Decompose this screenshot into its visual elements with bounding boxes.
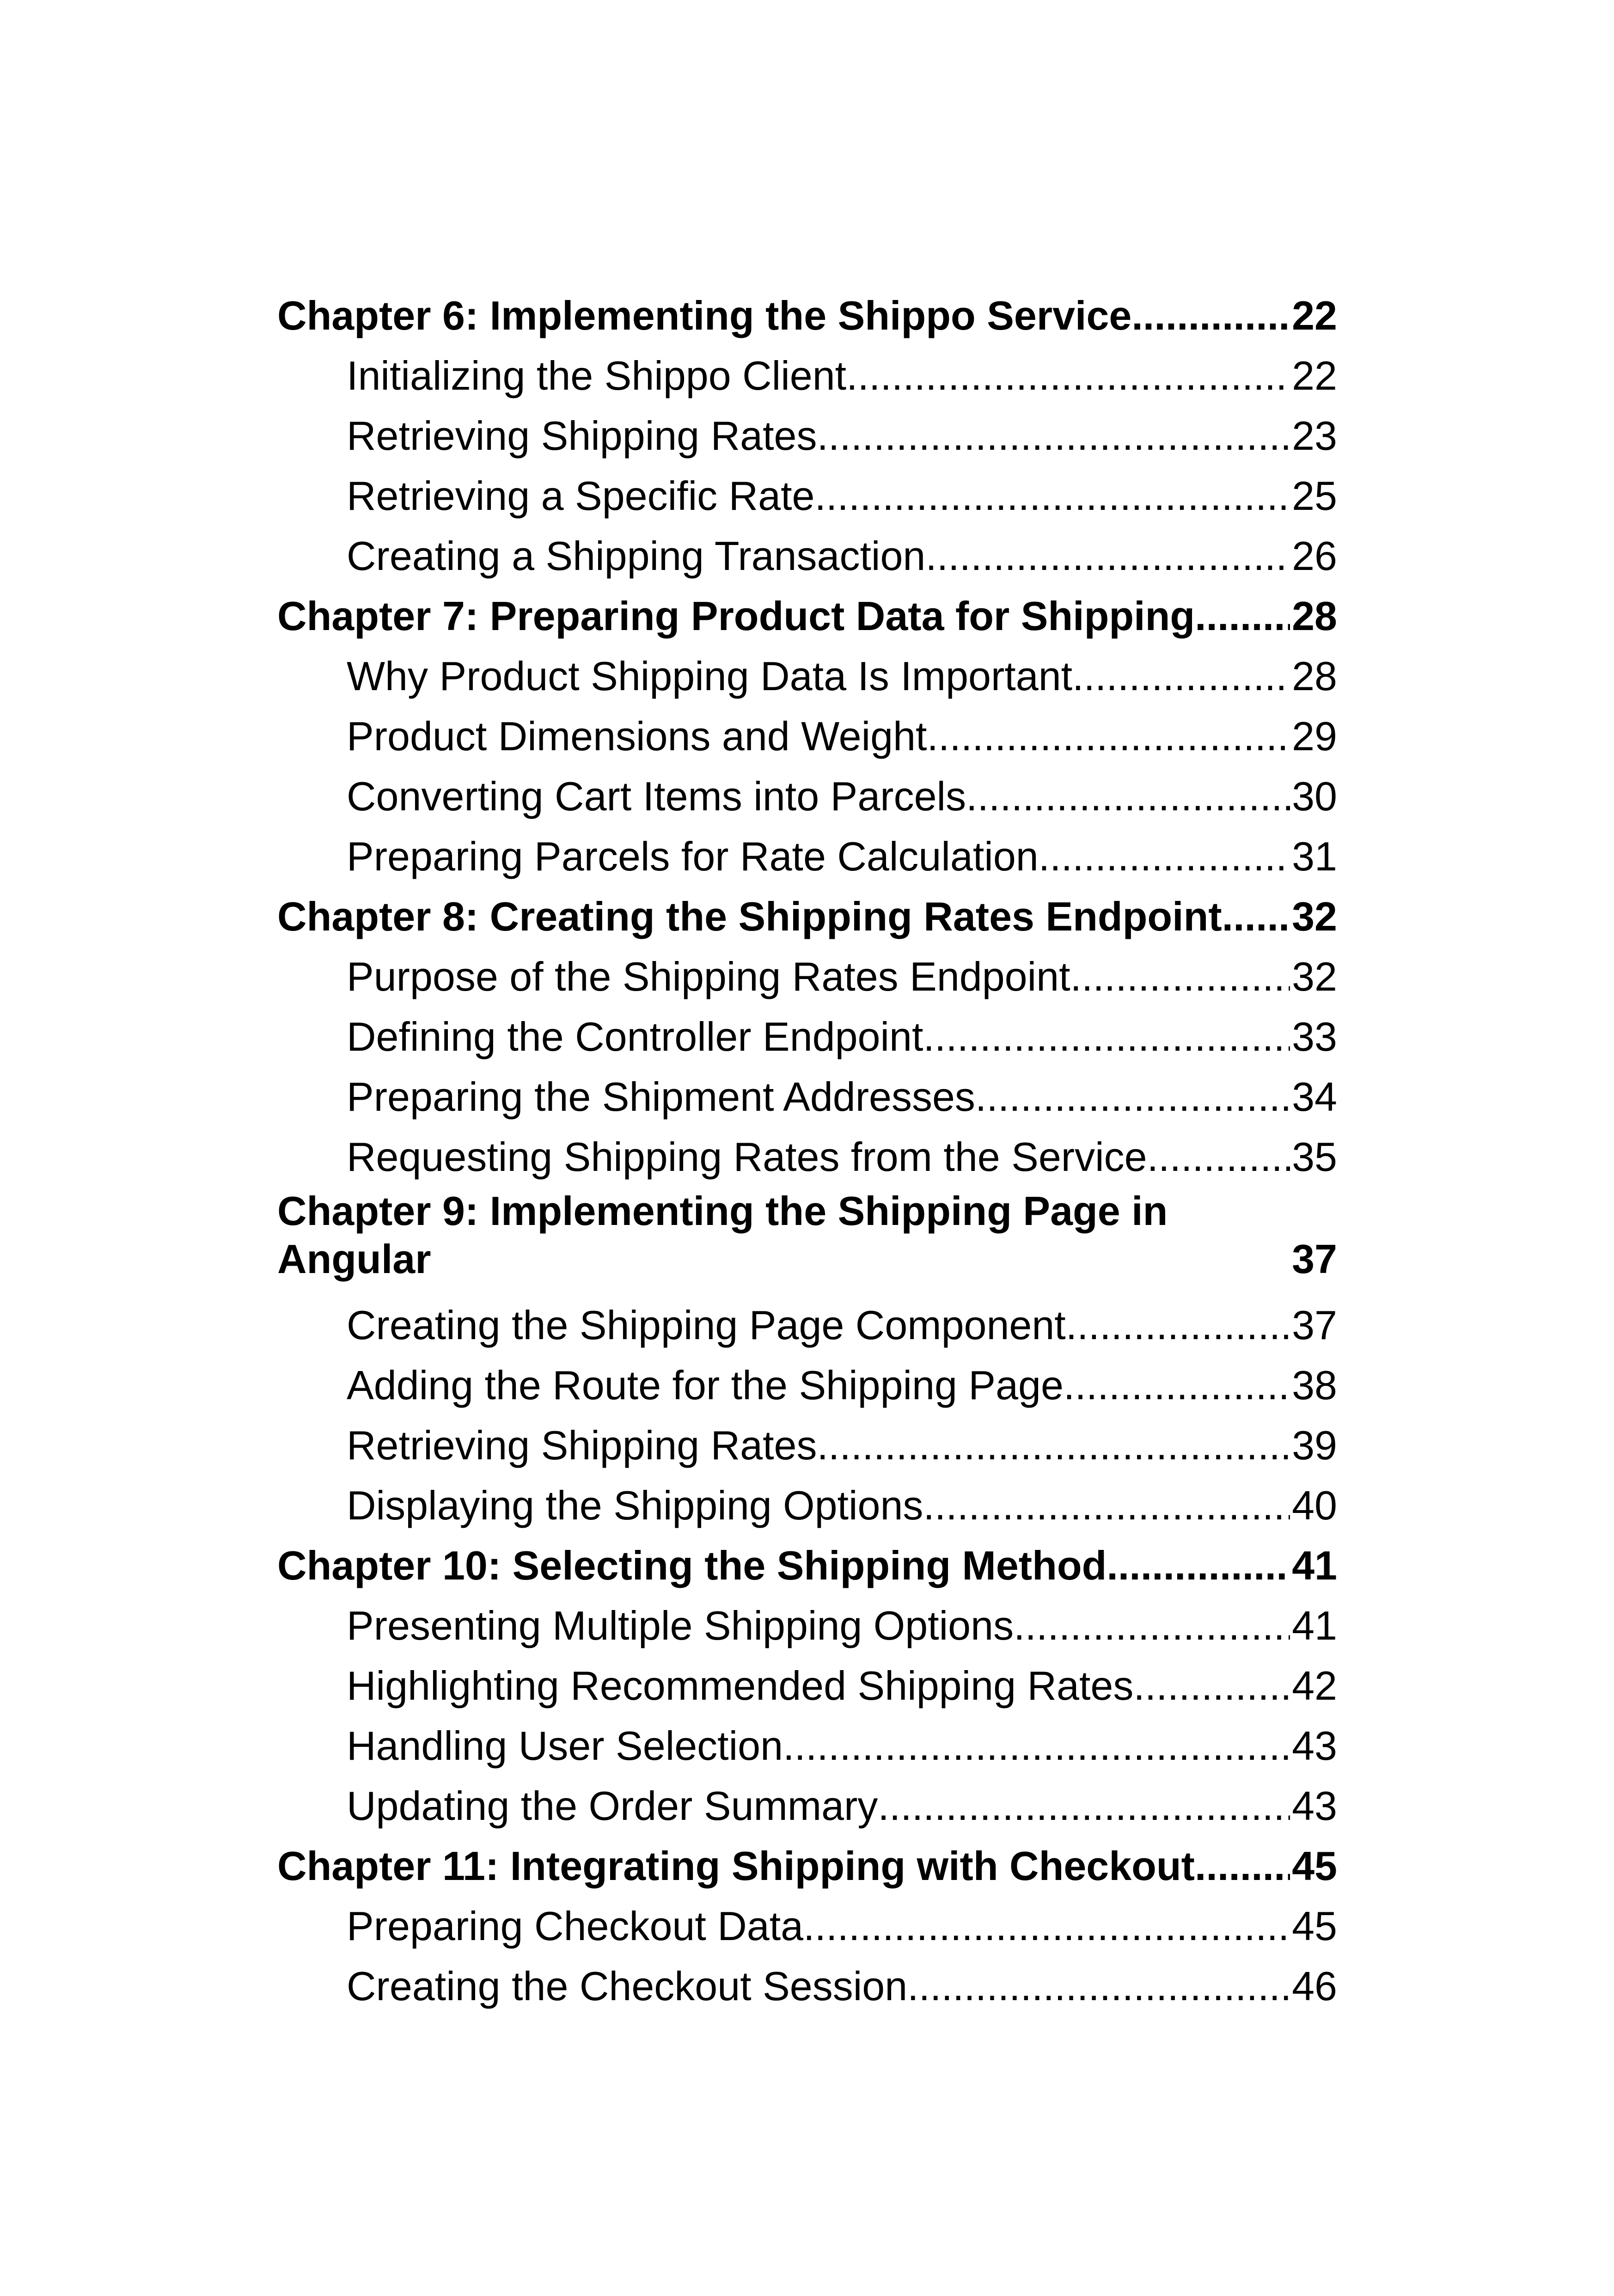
toc-section-title: Defining the Controller Endpoint	[347, 1014, 923, 1059]
toc-dot-leader	[1039, 827, 1290, 887]
toc-dot-leader	[1131, 286, 1290, 346]
toc-page-number: 32	[1292, 894, 1337, 939]
toc-dot-leader	[1195, 1836, 1290, 1896]
toc-chapter-title: Chapter 10: Selecting the Shipping Method	[277, 1543, 1107, 1588]
toc-section-entry[interactable]	[277, 706, 1337, 766]
toc-page-number: 45	[1292, 1903, 1337, 1949]
toc-section-title: Creating the Checkout Session	[347, 1963, 908, 2009]
toc-page-number: 22	[1292, 353, 1337, 398]
toc-page-number: 30	[1292, 773, 1337, 819]
toc-section-title: Requesting Shipping Rates from the Service	[347, 1134, 1147, 1180]
toc-dot-leader	[1072, 646, 1290, 706]
toc-chapter-entry[interactable]	[277, 286, 1337, 346]
toc-chapter-entry[interactable]	[277, 1536, 1337, 1596]
toc-dot-leader	[817, 1415, 1290, 1476]
toc-section-title: Retrieving Shipping Rates	[347, 413, 817, 459]
toc-section-entry[interactable]	[277, 1716, 1337, 1776]
toc-page-number: 28	[1292, 653, 1337, 699]
toc-chapter-title: Angular	[277, 1236, 431, 1282]
toc-dot-leader	[1133, 1656, 1290, 1716]
toc-section-title: Purpose of the Shipping Rates Endpoint	[347, 954, 1070, 999]
toc-section-entry[interactable]	[277, 1776, 1337, 1836]
toc-section-title: Creating the Shipping Page Component	[347, 1302, 1066, 1348]
toc-chapter-entry[interactable]	[277, 1836, 1337, 1896]
toc-section-title: Preparing Parcels for Rate Calculation	[347, 833, 1039, 879]
toc-dot-leader	[966, 766, 1290, 827]
toc-section-title: Why Product Shipping Data Is Important	[347, 653, 1073, 699]
toc-page-number: 42	[1292, 1663, 1337, 1708]
toc-page-number: 45	[1292, 1843, 1337, 1889]
toc-dot-leader	[1147, 1127, 1290, 1187]
toc-dot-leader	[814, 466, 1290, 526]
toc-section-entry[interactable]	[277, 346, 1337, 406]
toc-chapter-title-line2	[277, 1235, 1337, 1295]
toc-section-entry[interactable]	[277, 1007, 1337, 1067]
toc-section-entry[interactable]	[277, 466, 1337, 526]
toc-section-title: Retrieving Shipping Rates	[347, 1422, 817, 1468]
toc-chapter-title: Chapter 6: Implementing the Shippo Service	[277, 293, 1132, 338]
toc-page-number: 35	[1292, 1134, 1337, 1180]
toc-section-title: Creating a Shipping Transaction	[347, 533, 926, 579]
toc-section-entry[interactable]	[277, 1956, 1337, 2016]
toc-dot-leader	[783, 1716, 1290, 1776]
toc-page-number: 46	[1292, 1963, 1337, 2009]
toc-section-entry[interactable]	[277, 1415, 1337, 1476]
toc-dot-leader	[803, 1896, 1290, 1956]
toc-section-title: Preparing the Shipment Addresses	[347, 1074, 975, 1120]
toc-dot-leader	[923, 1007, 1290, 1067]
toc-section-title: Presenting Multiple Shipping Options	[347, 1603, 1014, 1648]
toc-section-entry[interactable]	[277, 1067, 1337, 1127]
toc-section-entry[interactable]	[277, 766, 1337, 827]
toc-section-title: Preparing Checkout Data	[347, 1903, 804, 1949]
toc-page-number: 32	[1292, 954, 1337, 999]
toc-dot-leader	[817, 406, 1290, 466]
toc-section-title: Highlighting Recommended Shipping Rates	[347, 1663, 1134, 1708]
toc-section-title: Handling User Selection	[347, 1723, 783, 1769]
toc-section-entry[interactable]	[277, 1127, 1337, 1187]
toc-dot-leader	[1014, 1596, 1290, 1656]
toc-page-number: 39	[1292, 1422, 1337, 1468]
toc-page-number: 22	[1292, 293, 1337, 338]
toc-chapter-title-line1: Chapter 9: Implementing the Shipping Page in	[277, 1188, 1168, 1234]
toc-page-number: 34	[1292, 1074, 1337, 1120]
toc-page-number: 41	[1292, 1543, 1337, 1588]
toc-page-number: 40	[1292, 1482, 1337, 1528]
toc-section-title: Initializing the Shippo Client	[347, 353, 847, 398]
toc-dot-leader	[1195, 586, 1290, 646]
toc-chapter-title: Chapter 7: Preparing Product Data for Shipping	[277, 593, 1195, 639]
table-of-contents	[277, 286, 1337, 2016]
toc-page-number: 31	[1292, 833, 1337, 879]
toc-dot-leader	[846, 346, 1290, 406]
toc-dot-leader	[1070, 947, 1290, 1007]
toc-section-title: Updating the Order Summary	[347, 1783, 878, 1829]
toc-dot-leader	[1222, 887, 1290, 947]
toc-section-entry[interactable]	[277, 1896, 1337, 1956]
toc-dot-leader	[1107, 1536, 1290, 1596]
toc-section-entry[interactable]	[277, 646, 1337, 706]
toc-section-entry[interactable]	[277, 1355, 1337, 1415]
toc-chapter-title: Chapter 8: Creating the Shipping Rates Endpoint	[277, 894, 1222, 939]
toc-chapter-entry[interactable]	[277, 586, 1337, 646]
toc-chapter-entry[interactable]	[277, 887, 1337, 947]
toc-section-entry[interactable]	[277, 526, 1337, 586]
toc-section-entry[interactable]	[277, 1476, 1337, 1536]
toc-dot-leader	[1064, 1355, 1290, 1415]
toc-page-number: 26	[1292, 533, 1337, 579]
toc-section-entry[interactable]	[277, 406, 1337, 466]
toc-chapter-entry[interactable]	[277, 1187, 1337, 1295]
toc-page-number: 43	[1292, 1723, 1337, 1769]
toc-section-entry[interactable]	[277, 1656, 1337, 1716]
toc-page-number: 41	[1292, 1603, 1337, 1648]
toc-dot-leader	[975, 1067, 1290, 1127]
toc-page-number: 38	[1292, 1362, 1337, 1408]
toc-dot-leader	[923, 1476, 1290, 1536]
toc-dot-leader	[907, 1956, 1290, 2016]
toc-page-number: 43	[1292, 1783, 1337, 1829]
toc-page-number: 33	[1292, 1014, 1337, 1059]
toc-dot-leader	[927, 706, 1290, 766]
toc-section-entry[interactable]	[277, 827, 1337, 887]
toc-page-number: 29	[1292, 713, 1337, 759]
toc-page-number: 37	[1292, 1302, 1337, 1348]
toc-page-number: 37	[1292, 1236, 1337, 1282]
toc-section-entry[interactable]	[277, 1596, 1337, 1656]
toc-section-title: Product Dimensions and Weight	[347, 713, 927, 759]
toc-section-title: Displaying the Shipping Options	[347, 1482, 923, 1528]
toc-page-number: 28	[1292, 593, 1337, 639]
toc-section-entry[interactable]	[277, 1295, 1337, 1355]
toc-section-title: Adding the Route for the Shipping Page	[347, 1362, 1064, 1408]
toc-dot-leader	[1066, 1295, 1290, 1355]
toc-dot-leader	[925, 526, 1290, 586]
toc-page-number: 23	[1292, 413, 1337, 459]
toc-page-number: 25	[1292, 473, 1337, 519]
toc-dot-leader	[878, 1776, 1290, 1836]
toc-chapter-title: Chapter 11: Integrating Shipping with Checkout	[277, 1843, 1195, 1889]
toc-section-entry[interactable]	[277, 947, 1337, 1007]
toc-section-title: Converting Cart Items into Parcels	[347, 773, 966, 819]
toc-section-title: Retrieving a Specific Rate	[347, 473, 815, 519]
